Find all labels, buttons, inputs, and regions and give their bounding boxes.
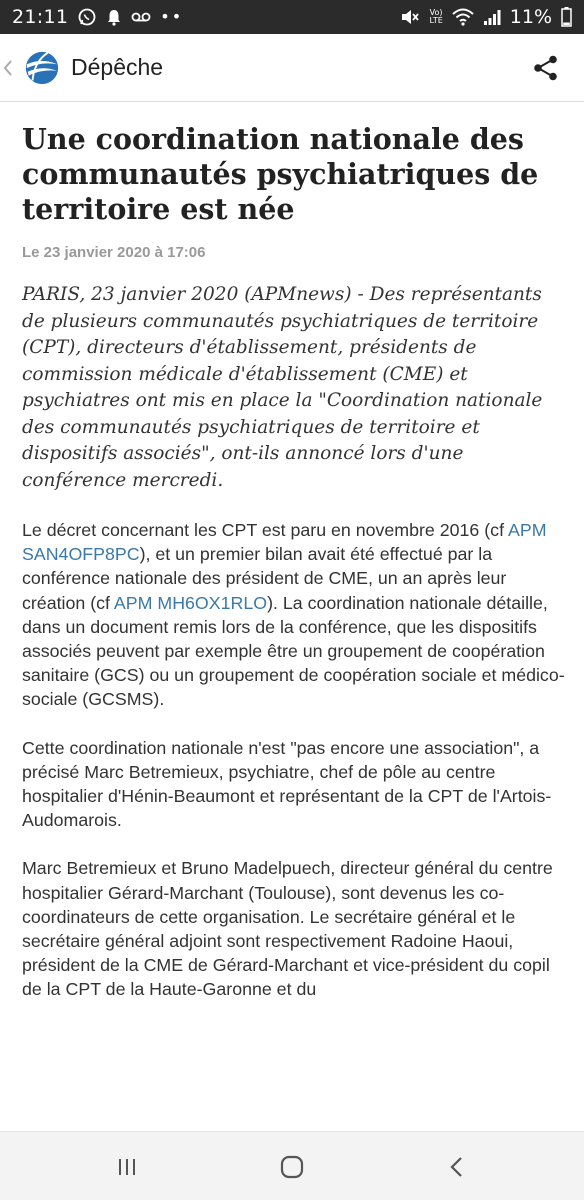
share-icon [532, 54, 560, 82]
status-bar [0, 0, 584, 34]
apm-reference-link[interactable]: APM MH6OX1RLO [113, 592, 268, 613]
paragraph-text: ), et un premier bilan avait été effectué par la conférence nationale des président de CME, un an après leur création (cf [22, 544, 507, 613]
whatsapp-icon [77, 7, 97, 27]
article-content [22, 102, 566, 1019]
status-right [400, 6, 572, 28]
status-left [12, 6, 183, 28]
volte-icon [429, 9, 442, 25]
article-title: Une coordination nationale des communautés psychiatriques de territoire est née [22, 122, 539, 226]
back-button[interactable] [440, 1150, 474, 1184]
volte-top-text: Vo) [429, 8, 443, 17]
battery-icon [561, 7, 572, 27]
voicemail-icon [131, 11, 151, 23]
signal-icon [483, 8, 501, 26]
article-date: Le 23 janvier 2020 à 17:06 [22, 244, 206, 261]
share-button[interactable] [530, 52, 562, 84]
article-paragraph: Marc Betremieux et Bruno Madelpuech, directeur général du centre hospitalier Gérard-Marchant (Toulouse), sont devenus les co-coordinateurs de cette organisation. Le secrétaire général et le secrétaire général adjoint sont respectivement Radoine Haoui, président de la CME de Gérard-Marchant et vice-président du copil de la CPT de la Haute-Garonne et du [22, 858, 553, 1000]
recent-apps-button[interactable] [110, 1150, 144, 1184]
navigation-bar [0, 1131, 584, 1200]
article-lead: PARIS, 23 janvier 2020 (APMnews) - Des représentants de plusieurs communautés psychiatriques de territoire (CPT), directeurs d'établissement, présidents de commission médicale d'établissement (CME) et psychiatres ont mis en place la "Coordination nationale des communautés psychiatriques de territoire et dispositifs associés", ont-ils annoncé lors d'une conférence mercredi. [22, 284, 543, 491]
article-paragraph [22, 518, 566, 712]
wifi-icon [452, 8, 474, 26]
more-notifications-icon: •• [160, 7, 184, 26]
paragraph-text: Le décret concernant les CPT est paru en novembre 2016 (cf [22, 520, 508, 540]
app-logo-icon [23, 49, 61, 87]
apm-reference-link[interactable]: APM SAN4OFP8PC [22, 520, 547, 565]
volte-bottom-text: LTE [429, 16, 443, 25]
mute-icon [400, 8, 420, 26]
back-icon [446, 1155, 468, 1179]
battery-percent: 11% [509, 6, 552, 28]
app-bar [0, 34, 584, 102]
back-chevron-icon[interactable] [3, 59, 21, 77]
recent-apps-icon [115, 1155, 139, 1179]
notification-bell-icon [106, 8, 122, 26]
app-bar-title: Dépêche [71, 54, 164, 80]
article-paragraph: Cette coordination nationale n'est "pas encore une association", a précisé Marc Betremieux, psychiatre, chef de pôle au centre hospitalier d'Hénin-Beaumont et représentant de la CPT de l'Artois-Audomarois. [22, 737, 552, 831]
status-time: 21:11 [12, 6, 69, 28]
home-icon [279, 1154, 305, 1180]
home-button[interactable] [275, 1150, 309, 1184]
paragraph-text: ). La coordination nationale détaille, dans un document remis lors de la conférence, que les dispositifs associés peuvent par exemple être un groupement de coopération sanitaire (GCS) ou un groupement de coopération sociale et médico-sociale (GCSMS). [22, 592, 565, 710]
